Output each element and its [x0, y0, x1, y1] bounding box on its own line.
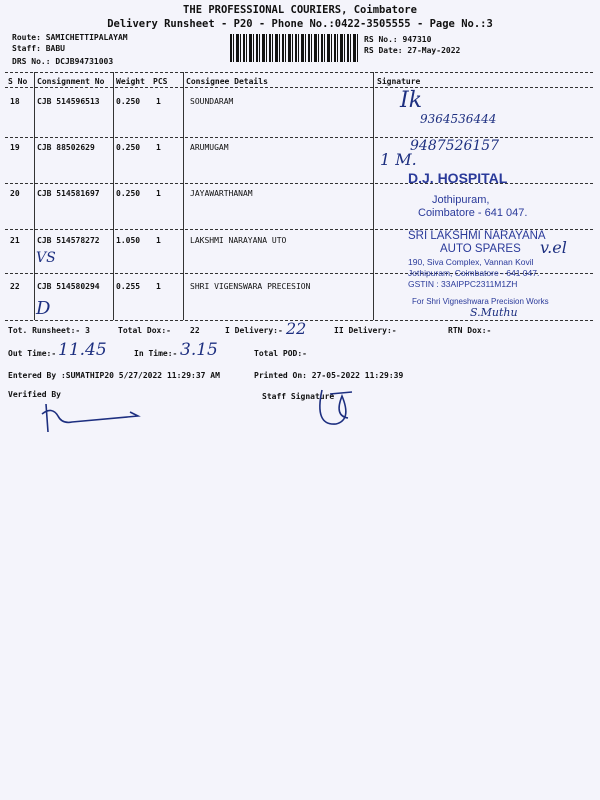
row-pcs: 1: [156, 143, 161, 152]
rtn-dox-label: RTN Dox:-: [448, 326, 492, 335]
entered-by: Entered By :SUMATHIP20 5/27/2022 11:29:37 AM: [8, 371, 220, 380]
row-consignee: JAYAWARTHANAM: [190, 189, 253, 198]
row-pcs: 1: [156, 189, 161, 198]
row-rule: [5, 137, 593, 138]
row-consignment: CJB 514596513: [37, 97, 100, 106]
row-pcs: 1: [156, 97, 161, 106]
tot-runsheet: Tot. Runsheet:- 3: [8, 326, 90, 335]
col-header-sno: S No: [8, 77, 28, 86]
col-divider: [113, 72, 114, 320]
runsheet-subtitle: Delivery Runsheet - P20 - Phone No.:0422-3505555 - Page No.:3: [107, 18, 493, 30]
hospital-stamp-line: Jothipuram,: [432, 194, 490, 206]
row-consignment: CJB 88502629: [37, 143, 95, 152]
row-sno: 18: [10, 97, 20, 106]
printed-on: Printed On: 27-05-2022 11:29:39: [254, 371, 404, 380]
row-consignee: SHRI VIGENSWARA PRECESION: [190, 282, 311, 291]
row-weight: 0.250: [116, 143, 141, 152]
col-header-signature: Signature: [377, 77, 421, 86]
autospares-stamp-name: SRI LAKSHMI NARAYANA: [408, 230, 546, 242]
out-time-label: Out Time:-: [8, 349, 57, 358]
handwritten-signature: S.Muthu: [470, 306, 518, 319]
handwritten-mark: D: [36, 298, 51, 319]
row-consignee: LAKSHMI NARAYANA UTO: [190, 236, 287, 245]
hospital-stamp-name: D.J. HOSPITAL: [408, 170, 508, 186]
in-time-value: 3.15: [180, 340, 218, 360]
drs-number: DRS No.: DCJB94731003: [12, 57, 114, 66]
i-delivery-label: I Delivery:-: [225, 326, 283, 335]
total-dox-label: Total Dox:-: [118, 326, 171, 335]
staff-signature-label: Staff Signature: [262, 392, 335, 401]
company-title: THE PROFESSIONAL COURIERS, Coimbatore: [183, 4, 417, 16]
col-header-consignment: Consignment No: [37, 77, 105, 86]
col-divider: [183, 72, 184, 320]
row-sno: 22: [10, 282, 20, 291]
rs-number: RS No.: 947310: [364, 35, 432, 44]
out-time-value: 11.45: [58, 340, 107, 360]
autospares-stamp-gstin: GSTIN : 33AIPPC2311M1ZH: [408, 279, 518, 289]
row-sno: 20: [10, 189, 20, 198]
verified-by-label: Verified By: [8, 390, 61, 399]
row-consignment: CJB 514581697: [37, 189, 100, 198]
col-divider: [373, 72, 374, 320]
row-pcs: 1: [156, 282, 161, 291]
col-header-weight: Weight: [116, 77, 145, 86]
row-weight: 1.050: [116, 236, 141, 245]
row-weight: 0.250: [116, 189, 141, 198]
handwritten-mark: VS: [36, 250, 56, 266]
verified-by-signature: [38, 398, 148, 438]
row-sno: 19: [10, 143, 20, 152]
table-header-rule: [5, 87, 593, 88]
row-consignee: SOUNDARAM: [190, 97, 234, 106]
row-pcs: 1: [156, 236, 161, 245]
handwritten-signature: Ik: [400, 88, 423, 113]
route-label: Route: SAMICHETTIPALAYAM: [12, 33, 128, 42]
ii-delivery-label: II Delivery:-: [334, 326, 397, 335]
row-consignment: CJB 514578272: [37, 236, 100, 245]
hospital-stamp-line: Coimbatore - 641 047.: [418, 207, 528, 219]
barcode: [230, 34, 358, 62]
autospares-stamp-line: 190, Siva Complex, Vannan Kovil: [408, 257, 534, 267]
row-weight: 0.255: [116, 282, 141, 291]
row-weight: 0.250: [116, 97, 141, 106]
autospares-stamp-line: Jothipuram, Coimbatore - 641 047.: [408, 268, 540, 278]
staff-signature-mark: [312, 386, 362, 432]
col-header-pcs: PCS: [153, 77, 168, 86]
handwritten-signature: 1 M.: [380, 150, 417, 169]
total-pod-label: Total POD:-: [254, 349, 307, 358]
total-dox-value: 22: [190, 326, 200, 335]
rs-date: RS Date: 27-May-2022: [364, 46, 461, 55]
col-header-consignee: Consignee Details: [186, 77, 268, 86]
row-consignee: ARUMUGAM: [190, 143, 229, 152]
in-time-label: In Time:-: [134, 349, 178, 358]
staff-label: Staff: BABU: [12, 44, 65, 53]
handwritten-phone: 9364536444: [420, 112, 497, 126]
row-sno: 21: [10, 236, 20, 245]
row-consignment: CJB 514580294: [37, 282, 100, 291]
autospares-stamp-name: AUTO SPARES: [440, 243, 521, 255]
col-divider: [34, 72, 35, 320]
i-delivery-value: 22: [286, 319, 307, 338]
table-top-rule: [5, 72, 593, 73]
vigneshwara-stamp: For Shri Vigneshwara Precision Works: [412, 297, 549, 306]
handwritten-phone: 9487526157: [410, 138, 500, 154]
handwritten-signature: v.el: [540, 238, 567, 257]
